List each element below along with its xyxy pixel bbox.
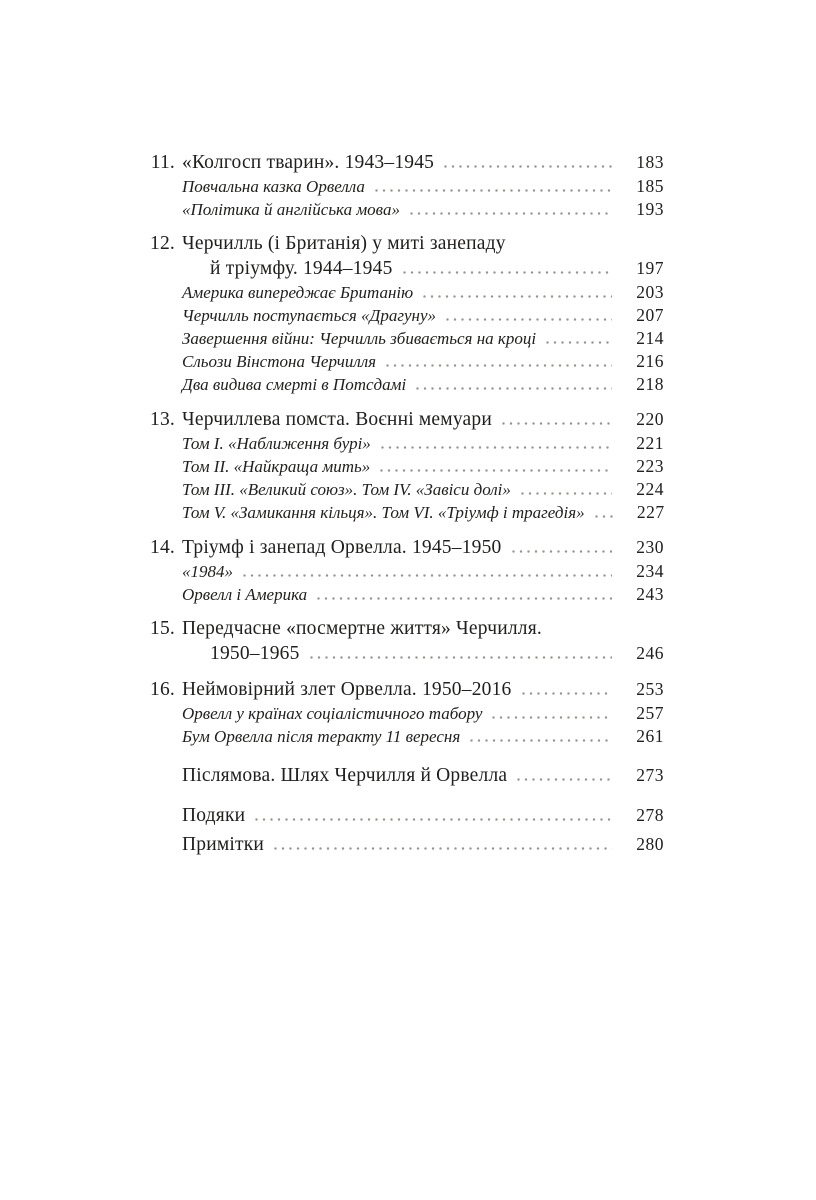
dotted-leader bbox=[317, 597, 612, 600]
chapter-number: 11. bbox=[150, 152, 175, 173]
toc-entry-title: Тріумф і занепад Орвелла. 1945–1950 bbox=[182, 537, 502, 558]
toc-entry-title: Том II. «Найкраща мить» bbox=[182, 457, 371, 476]
toc-page-number: 224 bbox=[636, 479, 664, 499]
chapter-number: 15. bbox=[150, 618, 175, 639]
dotted-leader bbox=[423, 295, 612, 298]
toc-page-number: 220 bbox=[636, 409, 664, 429]
toc-page-number: 234 bbox=[636, 561, 664, 581]
toc-page-number: 218 bbox=[636, 374, 664, 394]
toc-page-number: 183 bbox=[636, 152, 664, 172]
toc-entry-title: Сльози Вінстона Черчилля bbox=[182, 352, 377, 371]
toc-entry-line1 bbox=[149, 232, 664, 256]
toc-page-number: 203 bbox=[636, 282, 664, 302]
dotted-leader bbox=[381, 446, 612, 449]
toc-entry-title: Бум Орвелла після теракту 11 вересня bbox=[182, 727, 461, 746]
toc-entry-title: Два видива смерті в Потсдамі bbox=[182, 375, 407, 394]
toc-entry bbox=[149, 281, 664, 304]
dotted-leader bbox=[410, 212, 612, 215]
toc-entry-title: «Колгосп тварин». 1943–1945 bbox=[182, 152, 435, 173]
dotted-leader bbox=[595, 515, 613, 518]
toc-page-number: 214 bbox=[636, 328, 664, 348]
chapter-number: 12. bbox=[150, 233, 175, 254]
dotted-leader bbox=[470, 739, 612, 742]
dotted-leader bbox=[517, 778, 612, 781]
dotted-leader bbox=[380, 469, 612, 472]
chapter-number: 14. bbox=[150, 537, 175, 558]
toc-page-number: 230 bbox=[636, 537, 664, 557]
toc-entry bbox=[149, 583, 664, 606]
dotted-leader bbox=[386, 364, 612, 367]
toc-entry-title: Завершення війни: Черчилль збивається на кроці bbox=[182, 329, 537, 348]
dotted-leader bbox=[416, 387, 612, 390]
dotted-leader bbox=[403, 271, 612, 274]
toc-entry-title: Повчальна казка Орвелла bbox=[182, 177, 365, 196]
toc-entry-title: Подяки bbox=[182, 805, 246, 826]
toc-entry-title: Черчиллева помста. Воєнні мемуари bbox=[182, 409, 492, 430]
toc-entry bbox=[149, 373, 664, 396]
dotted-leader bbox=[492, 716, 612, 719]
toc-entry bbox=[149, 501, 664, 524]
toc-entry bbox=[149, 702, 664, 725]
dotted-leader bbox=[375, 189, 612, 192]
dotted-leader bbox=[546, 341, 612, 344]
toc-entry bbox=[149, 832, 664, 857]
toc-entry bbox=[149, 304, 664, 327]
toc-page-number: 221 bbox=[636, 433, 664, 453]
toc-entry-title: Післямова. Шлях Черчилля й Орвелла bbox=[182, 765, 508, 786]
dotted-leader bbox=[512, 550, 612, 553]
toc-entry-title: Передчасне «посмертне життя» Черчилля. bbox=[182, 618, 542, 639]
toc-entry-title: Том I. «Наближення бурі» bbox=[182, 434, 371, 453]
toc-entry-title: Черчилль поступається «Драгуну» bbox=[182, 306, 436, 325]
toc-page-number: 257 bbox=[636, 703, 664, 723]
dotted-leader bbox=[255, 818, 612, 821]
toc-entry bbox=[149, 198, 664, 221]
toc-entry bbox=[149, 432, 664, 455]
dotted-leader bbox=[444, 165, 612, 168]
toc-entry bbox=[149, 803, 664, 828]
toc-page-number: 246 bbox=[636, 643, 664, 663]
toc-entry bbox=[149, 725, 664, 748]
toc-entry-title: Америка випереджає Британію bbox=[182, 283, 414, 302]
toc-page-number: 280 bbox=[636, 834, 664, 854]
toc-page-number: 207 bbox=[636, 305, 664, 325]
toc-entry-title: Орвелл у країнах соціалістичного табору bbox=[182, 704, 483, 723]
dotted-leader bbox=[310, 656, 612, 659]
toc-entry bbox=[149, 478, 664, 501]
dotted-leader bbox=[521, 492, 612, 495]
table-of-contents bbox=[149, 150, 664, 857]
toc-page-number: 273 bbox=[636, 765, 664, 785]
toc-entry-title: Черчилль (і Британія) у миті занепаду bbox=[182, 233, 506, 254]
dotted-leader bbox=[522, 692, 612, 695]
toc-entry bbox=[149, 560, 664, 583]
dotted-leader bbox=[274, 847, 612, 850]
toc-entry bbox=[149, 350, 664, 373]
chapter-number: 16. bbox=[150, 679, 175, 700]
toc-entry bbox=[149, 677, 664, 702]
toc-entry-line2 bbox=[149, 256, 664, 281]
toc-page-number: 185 bbox=[636, 176, 664, 196]
toc-entry-title: Неймовірний злет Орвелла. 1950–2016 bbox=[182, 679, 512, 700]
toc-page-number: 223 bbox=[636, 456, 664, 476]
toc-entry-title: Том III. «Великий союз». Том IV. «Завіси долі» bbox=[182, 480, 511, 499]
toc-entry bbox=[149, 327, 664, 350]
toc-entry bbox=[149, 763, 664, 788]
toc-page-number: 243 bbox=[636, 584, 664, 604]
toc-entry-title: 1950–1965 bbox=[210, 643, 300, 664]
dotted-leader bbox=[502, 422, 612, 425]
dotted-leader bbox=[243, 574, 612, 577]
toc-entry-title: й тріумфу. 1944–1945 bbox=[210, 258, 393, 279]
toc-entry-title: «Політика й англійська мова» bbox=[182, 200, 400, 219]
toc-page-number: 261 bbox=[636, 726, 664, 746]
toc-page-number: 227 bbox=[636, 502, 665, 522]
toc-page-number: 197 bbox=[636, 258, 664, 278]
toc-entry bbox=[149, 150, 664, 175]
toc-page-number: 253 bbox=[636, 679, 664, 699]
toc-entry-title: Примітки bbox=[182, 834, 265, 855]
toc-entry bbox=[149, 535, 664, 560]
toc-entry-line1 bbox=[149, 617, 664, 641]
toc-page-number: 278 bbox=[636, 805, 664, 825]
toc-entry-title: Орвелл і Америка bbox=[182, 585, 308, 604]
toc-page-number: 193 bbox=[636, 199, 664, 219]
toc-entry bbox=[149, 175, 664, 198]
dotted-leader bbox=[446, 318, 612, 321]
toc-entry-title: «1984» bbox=[182, 562, 233, 581]
toc-entry-line2 bbox=[149, 641, 664, 666]
toc-entry bbox=[149, 407, 664, 432]
toc-page-number: 216 bbox=[636, 351, 664, 371]
toc-entry-title: Том V. «Замикання кільця». Том VI. «Тріумф і трагедія» bbox=[182, 503, 585, 522]
chapter-number: 13. bbox=[150, 409, 175, 430]
toc-entry bbox=[149, 455, 664, 478]
